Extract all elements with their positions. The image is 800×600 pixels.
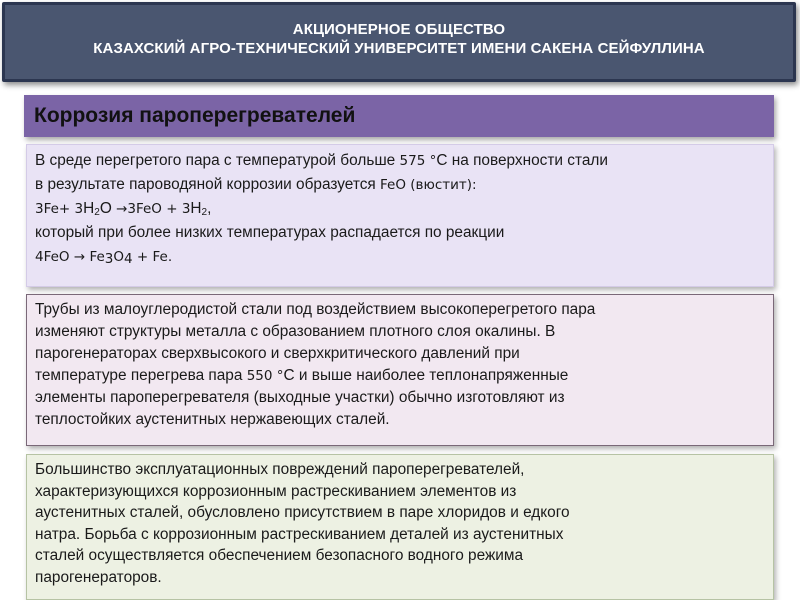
equation-part: →3FeO + 3 — [116, 201, 191, 217]
text-line: аустенитных сталей, обусловлено присутствием в паре хлоридов и едкого — [35, 504, 570, 521]
text-line: теплостойких аустенитных нержавеющих сталей. — [35, 411, 390, 428]
text-line — [35, 173, 765, 197]
text-segment: В среде перегретого пара с температурой больше — [35, 152, 400, 169]
equation-1 — [35, 197, 765, 221]
text-line: Трубы из малоуглеродистой стали под воздействием высокоперегретого пара — [35, 301, 596, 318]
header-line-2: КАЗАХСКИЙ АГРО-ТЕХНИЧЕСКИЙ УНИВЕРСИТЕТ ИМЕНИ САКЕНА СЕЙФУЛЛИНА — [93, 40, 705, 57]
text-line: парогенераторов. — [35, 568, 162, 586]
equation-part: H — [83, 200, 95, 217]
header-banner — [2, 2, 796, 82]
text-line: парогенераторах сверхвысокого и сверхкритического давлений при — [35, 345, 520, 362]
temperature-value: 550 ° — [246, 368, 284, 384]
equation-part: O — [113, 249, 125, 265]
text-line: характеризующихся коррозионным растрескиванием элементов из — [35, 482, 517, 500]
text-segment: С на поверхности стали — [436, 152, 608, 169]
equation-2 — [35, 245, 765, 269]
equation-part: , — [207, 200, 212, 217]
corrosion-text-box — [26, 144, 774, 287]
equation-part: O — [99, 200, 117, 217]
header-line-1: АКЦИОНЕРНОЕ ОБЩЕСТВО — [292, 21, 506, 38]
pipes-text-box — [26, 294, 774, 446]
page-title: Коррозия пароперегревателей — [24, 95, 774, 137]
temperature-value: 575 ° — [399, 153, 437, 169]
equation-part: + Fe. — [132, 249, 173, 265]
text-line — [35, 365, 765, 387]
equation-part: 3Fe+ 3 — [35, 201, 84, 217]
text-line: элементы пароперегревателя (выходные участки) обычно изготовляют из — [35, 389, 565, 406]
text-line: который при более низких температурах распадается по реакции — [35, 224, 505, 241]
text-segment: С и выше наиболее теплонапряженные — [283, 367, 569, 384]
text-segment: в результате пароводяной коррозии образуется — [35, 176, 381, 193]
equation-part: 4FeO → Fe — [35, 249, 105, 265]
failures-text-box — [26, 454, 774, 600]
text-line: изменяют структуры металла с образованием плотного слоя окалины. В — [35, 323, 556, 340]
chemical-formula: FeO (вюстит): — [380, 177, 477, 193]
equation-subscript: 4 — [124, 251, 133, 267]
text-line — [35, 149, 765, 173]
equation-part: H — [190, 200, 202, 217]
text-line: Большинство эксплуатационных повреждений пароперегревателей, — [35, 461, 525, 478]
equation-subscript: 2 — [201, 207, 208, 218]
equation-subscript: 3 — [104, 251, 114, 267]
equation-subscript: 2 — [94, 207, 100, 218]
text-line: сталей осуществляется обеспечением безопасного водного режима — [35, 547, 524, 564]
text-line: натра. Борьба с коррозионным растрескиванием деталей из аустенитных — [35, 525, 564, 543]
text-segment: температуре перегрева пара — [35, 367, 247, 384]
